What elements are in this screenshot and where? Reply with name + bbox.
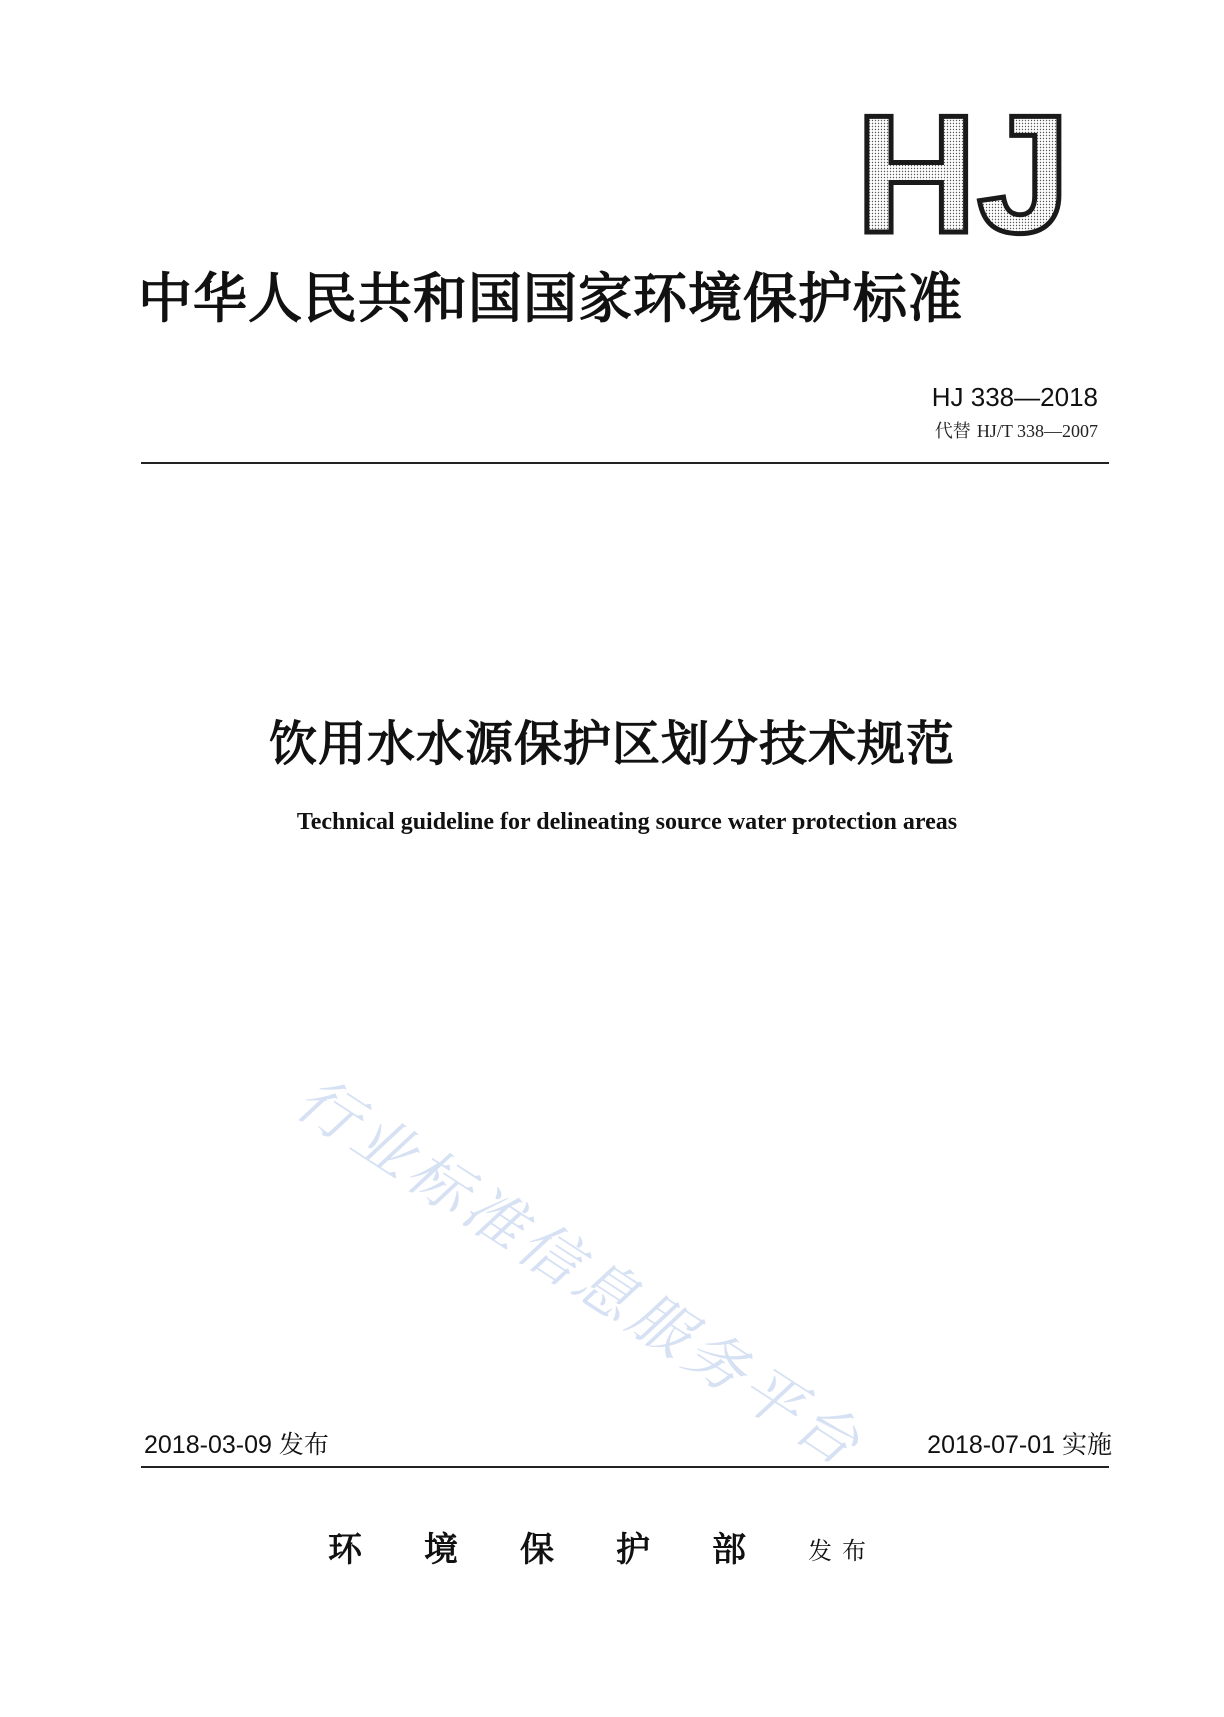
hj-logo-mark: [838, 104, 1088, 242]
replaces-label: 代替: [934, 421, 971, 441]
national-standard-title: 中华人民共和国国家环境保护标准: [138, 266, 963, 330]
bottom-divider: [141, 1466, 1109, 1468]
hj-logo: [838, 104, 1088, 242]
publisher-name: 环境保护部: [328, 1530, 808, 1570]
hj-logo-text: HJ: [855, 104, 1071, 242]
top-divider: [141, 462, 1109, 464]
document-title-english: Technical guideline for delineating source water protection areas: [296, 809, 958, 835]
effective-date: 2018-07-01 实施: [927, 1431, 1112, 1459]
issue-date: 2018-03-09 发布: [144, 1431, 329, 1459]
replaces-number: HJ/T 338—2007: [976, 421, 1098, 441]
replaces-line: [935, 419, 1098, 443]
watermark: 行业标准信息服务平台: [283, 1064, 876, 1483]
publisher-line: [328, 1522, 876, 1571]
document-title-chinese: 饮用水水源保护区划分技术规范: [268, 716, 955, 772]
publisher-action: 发布: [808, 1537, 876, 1565]
standard-number: HJ 338—2018: [931, 382, 1098, 412]
